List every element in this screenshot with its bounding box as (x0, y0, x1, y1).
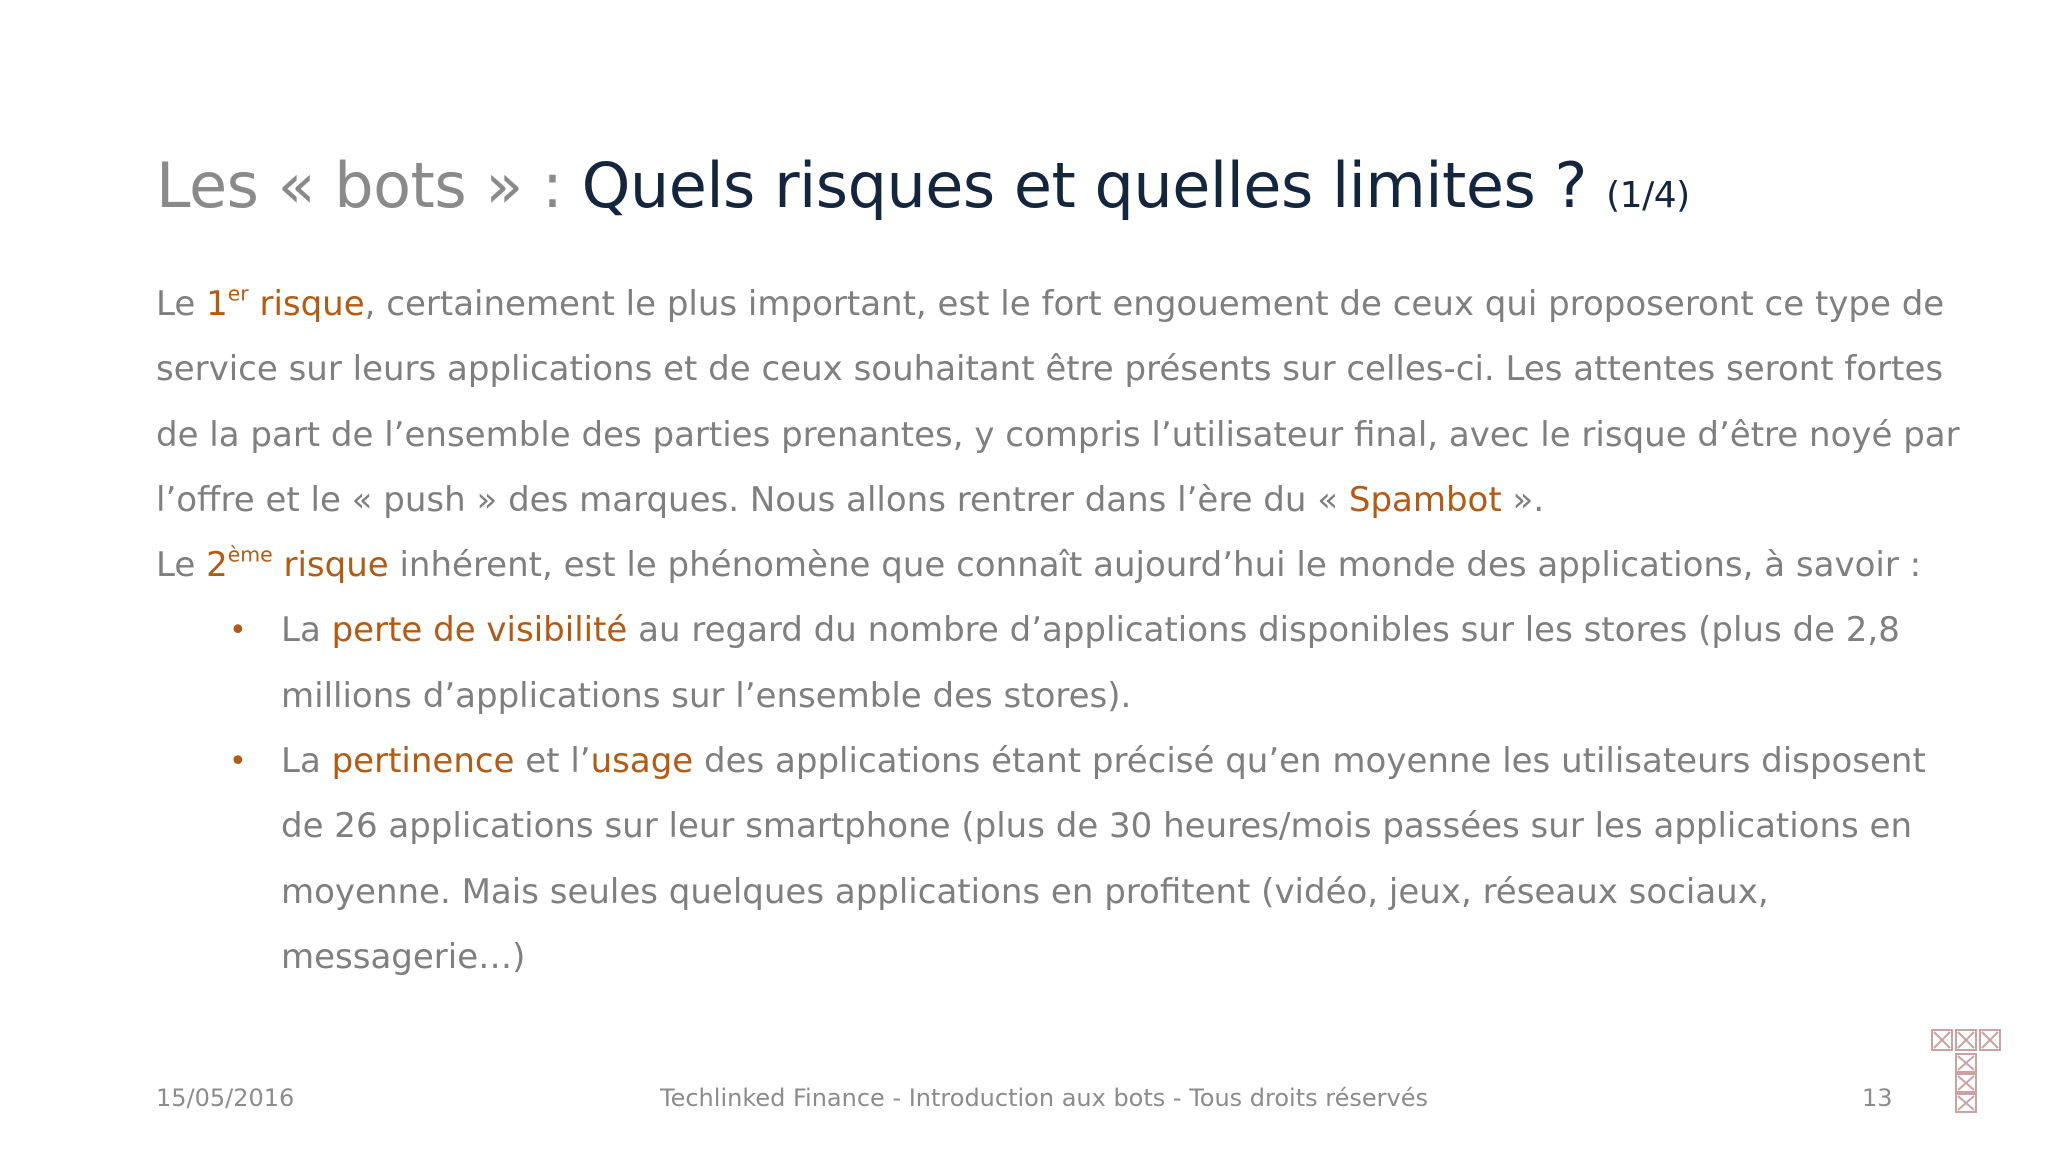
pertinence-highlight: pertinence (331, 741, 515, 782)
list-item (229, 729, 1976, 990)
text-fragment: , certainement le plus important, est le fort engouement de ceux qui proposeront ce type de service sur leurs applications et de ceux souhaitant être présents sur celles-ci. Les attentes seront fortes de la part de l’ensemble des parties prenantes, y compris l’utilisateur final, avec le risque d’être noyé par l’offre et le « push » des marques. Nous allons rentrer dans l’ère du « (156, 284, 1960, 520)
text-fragment: inhérent, est le phénomène que connaît aujourd’hui le monde des applications, à savoir : (388, 545, 1922, 586)
slide-title (156, 150, 2016, 221)
risk-1-label: risque (248, 284, 365, 324)
risk-2-superscript: ème (227, 542, 273, 567)
risk-1-superscript: er (227, 281, 249, 306)
risk-2-number (206, 542, 389, 586)
bullet-list (156, 598, 1976, 990)
title-counter: (1/4) (1606, 175, 1690, 216)
slide-body (156, 272, 1976, 990)
paragraph-risk-2 (156, 533, 1976, 598)
risk-1-digit: 1 (206, 284, 228, 324)
title-prefix: Les « bots » : (156, 149, 582, 222)
footer-date: 15/05/2016 (156, 1084, 295, 1112)
text-fragment: Le (156, 545, 207, 586)
text-fragment: La (281, 741, 332, 782)
bullet-icon: • (229, 613, 247, 649)
paragraph-risk-1 (156, 272, 1976, 533)
techlinked-logo-icon (1930, 1028, 2002, 1114)
text-fragment: au regard du nombre d’applications disponibles sur les stores (plus de 2,8 millions d’applications sur l’ensemble des stores). (281, 610, 1900, 716)
visibility-highlight: perte de visibilité (331, 610, 628, 651)
slide-number: 13 (1862, 1084, 1893, 1112)
title-main: Quels risques et quelles limites ? (581, 149, 1587, 222)
spambot-highlight: Spambot (1348, 479, 1502, 520)
text-fragment: ». (1501, 479, 1545, 520)
text-fragment: Le (156, 284, 207, 324)
footer-copyright: Techlinked Finance - Introduction aux bots - Tous droits réservés (660, 1084, 1428, 1112)
bullet-icon: • (229, 744, 247, 780)
usage-highlight: usage (590, 741, 694, 782)
text-fragment: et l’ (514, 741, 591, 782)
text-fragment: des applications étant précisé qu’en moyenne les utilisateurs disposent de 26 applications sur leur smartphone (plus de 30 heures/mois passées sur les applications en moyenne. Mais seules quelques applications en profitent (vidéo, jeux, réseaux sociaux, messagerie…) (281, 741, 1926, 977)
risk-2-digit: 2 (206, 545, 228, 586)
risk-1-number (206, 281, 365, 324)
list-item (229, 598, 1976, 729)
text-fragment: La (281, 610, 332, 651)
risk-2-label: risque (272, 545, 389, 586)
